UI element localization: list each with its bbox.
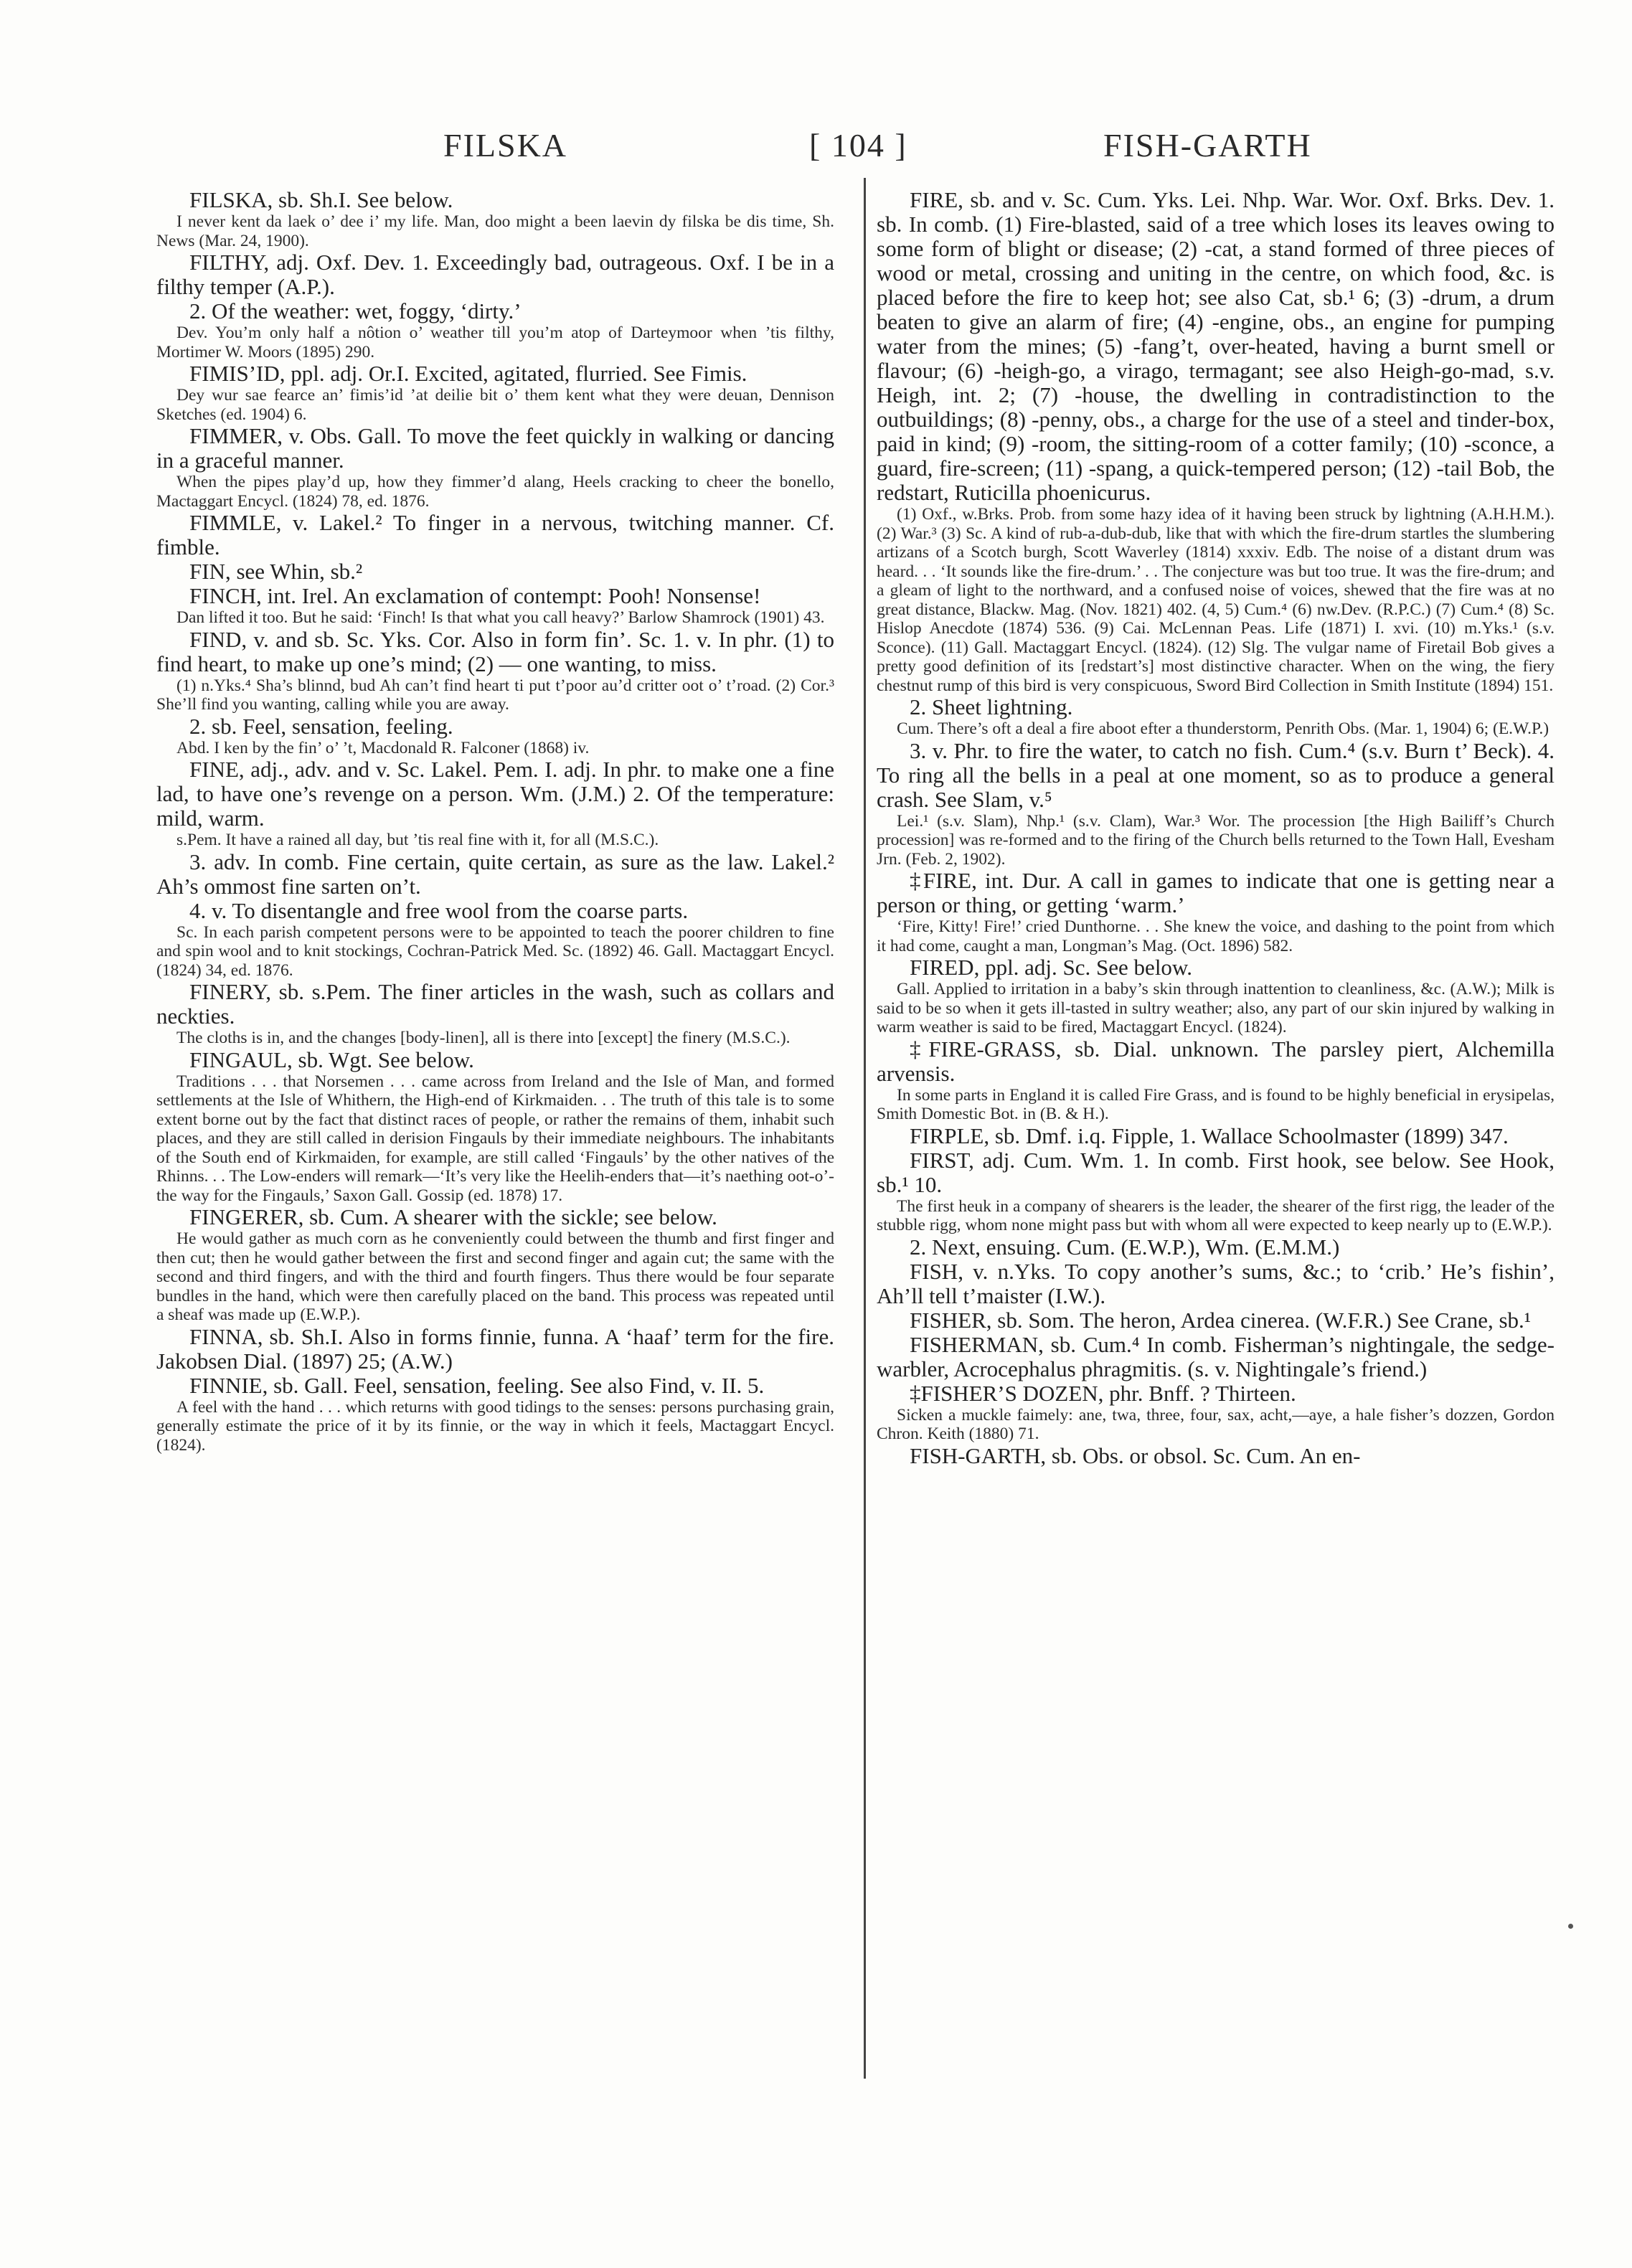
entry-fire-grass: ‡FIRE-GRASS, sb. Dial. unknown. The parsley piert, Alchemilla arvensis.: [877, 1036, 1555, 1086]
entry-firple: FIRPLE, sb. Dmf. i.q. Fipple, 1. Wallace Schoolmaster (1899) 347.: [910, 1123, 1509, 1148]
citation: ‘Fire, Kitty! Fire!’ cried Dunthorne. . . She knew the voice, and dashing to the point from which it had come, caught a man, Longman’s Mag. (Oct. 1896) 582.: [877, 917, 1555, 955]
entry-fimmer: FIMMER, v. Obs. Gall. To move the feet quickly in walking or dancing in a graceful manner.: [156, 423, 834, 473]
citation: Dev. You’m only half a nôtion o’ weather till you’m atop of Darteymoor when ’tis filthy, Mortimer W. Moors (1895) 290.: [156, 323, 834, 362]
sense: 2. Next, ensuing. Cum. (E.W.P.), Wm. (E.M.M.): [910, 1234, 1340, 1260]
citation: s.Pem. It have a rained all day, but ’tis real fine with it, for all (M.S.C.).: [176, 831, 659, 849]
entry-finnie: FINNIE, sb. Gall. Feel, sensation, feeling. See also Find, v. II. 5.: [189, 1372, 765, 1398]
citation: When the pipes play’d up, how they fimmer’d alang, Heels cracking to cheer the bonello, Mactaggart Encycl. (1824) 78, ed. 1876.: [156, 473, 834, 511]
entry-fin: FIN, see Whin, sb.²: [189, 559, 363, 584]
citation: I never kent da laek o’ dee i’ my life. Man, doo might a been laevin dy filska be dis time, Sh. News (Mar. 24, 1900).: [156, 212, 834, 250]
citation: Sicken a muckle faimely: ane, twa, three, four, sax, acht,—aye, a hale fisher’s dozzen, Gordon Chron. Keith (1880) 71.: [877, 1405, 1555, 1443]
entry-filska: FILSKA, sb. Sh.I. See below.: [189, 187, 453, 212]
citation: Dey wur sae fearce an’ fimis’id ’at deilie bit o’ them kent what they were deuan, Dennison Sketches (ed. 1904) 6.: [156, 386, 834, 424]
page-number: [ 104 ]: [809, 127, 907, 164]
citation: (1) n.Yks.⁴ Sha’s blinnd, bud Ah can’t find heart ti put t’poor au’d critter oot o’ t’road. (2) Cor.³ She’ll find you wanting, calling while you are away.: [156, 676, 834, 714]
citation: (1) Oxf., w.Brks. Prob. from some hazy idea of it having been struck by lightning (A.H.H.M.). (2) War.³ (3) Sc. A kind of rub-a-dub-dub, like that with which the fire-drum startles the slumbering artizans of a Scotch burgh, Scott Waverley (1814) xxxiv. Edb. The noise of a distant drum was heard. . . ‘It sounds like the fire-drum.’ . . The conjecture was but too true. It was the fire-drum; and a gleam of light to the northward, and a confused noise of voices, shewed that the fire was at no great distance, Blackw. Mag. (Nov. 1821) 402. (4, 5) Cum.⁴ (6) nw.Dev. (R.P.C.) (7) Cum.⁴ (8) Sc. Hislop Anecdote (1874) 536. (9) Cai. McLennan Peas. Life (1871) I. xvi. (10) m.Yks.¹ (s.v. Sconce). (11) Gall. Mactaggart Encycl. (1824). (12) Slg. The vulgar name of Firetail Bob gives a pretty good definition of its [redstart’s] most distinctive character. When on the wing, the fiery chestnut rump of this bird is very conspicuous, Sword Bird Collection in Smith Institute (1894) 151.: [877, 505, 1555, 695]
sense: 2. Sheet lightning.: [910, 694, 1073, 719]
sense: 4. v. To disentangle and free wool from the coarse parts.: [189, 897, 689, 923]
citation: In some parts in England it is called Fire Grass, and is found to be highly beneficial in erysipelas, Smith Domestic Bot. in (B. & H.).: [877, 1085, 1555, 1123]
citation: Abd. I ken by the fin’ o’ ’t, Macdonald R. Falconer (1868) iv.: [176, 738, 590, 757]
left-column: [156, 188, 834, 1455]
entry-first: FIRST, adj. Cum. Wm. 1. In comb. First hook, see below. See Hook, sb.¹ 10.: [877, 1147, 1555, 1197]
citation: Cum. There’s oft a deal a fire aboot efter a thunderstorm, Penrith Obs. (Mar. 1, 1904) 6; (E.W.P.): [897, 719, 1550, 738]
citation: The cloths is in, and the changes [body-linen], all is there into [except] the finery (M.S.C.).: [176, 1029, 791, 1047]
sense: 2. Of the weather: wet, foggy, ‘dirty.’: [189, 298, 522, 323]
entry-fired: FIRED, ppl. adj. Sc. See below.: [910, 955, 1193, 980]
entry-fimmle: FIMMLE, v. Lakel.² To finger in a nervous, twitching manner. Cf. fimble.: [156, 510, 834, 559]
entry-finna: FINNA, sb. Sh.I. Also in forms finnie, funna. A ‘haaf’ term for the fire. Jakobsen Dial. (1897) 25; (A.W.): [156, 1323, 834, 1374]
entry-fingaul: FINGAUL, sb. Wgt. See below.: [189, 1046, 474, 1072]
citation: Sc. In each parish competent persons were to be appointed to teach the poorer children to fine and spin wool and to knit stockings, Cochran-Patrick Med. Sc. (1892) 46. Gall. Mactaggart Encycl. (1824) 34, ed. 1876.: [156, 922, 834, 980]
speck: [1568, 1924, 1573, 1929]
running-head-right: FISH-GARTH: [1103, 127, 1312, 164]
column-divider: [864, 178, 866, 2079]
entry-fingerer: FINGERER, sb. Cum. A shearer with the sickle; see below.: [189, 1204, 717, 1229]
entry-find: FIND, v. and sb. Sc. Yks. Cor. Also in form fin’. Sc. 1. v. In phr. (1) to find heart, to make up one’s mind; (2) — one wanting, to miss.: [156, 626, 834, 676]
right-column: [877, 188, 1555, 1468]
entry-fire: FIRE, sb. and v. Sc. Cum. Yks. Lei. Nhp. War. Wor. Oxf. Brks. Dev. 1. sb. In comb. (1) Fire-blasted, said of a tree which loses its leaves owing to some form of blight or disease; (2) -cat, a stand formed of three pieces of wood or metal, crossing and uniting in the centre, on which food, &c. is placed before the fire to keep hot; see also Cat, sb.¹ 6; (3) -drum, a drum beaten to give an alarm of fire; (4) -engine, obs., an engine for pumping water from the mines; (5) -fang’t, over-heated, having a burnt smell or flavour; (6) -heigh-go, a virago, termagant; see also Heigh-go-mad, s.v. Heigh, int. 2; (7) -house, the dwelling in contradistinction to the outbuildings; (8) -penny, obs., a charge for the use of a steel and tinder-box, paid in kind; (9) -room, the sitting-room of a cotter family; (10) -sconce, a guard, fire-screen; (11) -spang, a quick-tempered person; (12) -tail Bob, the redstart, Ruticilla phoenicurus.: [877, 187, 1555, 505]
sense: 2. sb. Feel, sensation, feeling.: [189, 713, 453, 739]
entry-fine: FINE, adj., adv. and v. Sc. Lakel. Pem. I. adj. In phr. to make one a fine lad, to have one’s revenge on a person. Wm. (J.M.) 2. Of the temperature: mild, warm.: [156, 757, 834, 831]
sense: 3. adv. In comb. Fine certain, quite certain, as sure as the law. Lakel.² Ah’s ommost fine sarten on’t.: [156, 849, 834, 899]
entry-fishers-dozen: ‡FISHER’S DOZEN, phr. Bnff. ? Thirteen.: [910, 1380, 1296, 1406]
sense: 3. v. Phr. to fire the water, to catch no fish. Cum.⁴ (s.v. Burn t’ Beck). 4. To ring all the bells in a peal at one moment, so as to produce a general crash. See Slam, v.⁵: [877, 737, 1555, 812]
citation: The first heuk in a company of shearers is the leader, the shearer of the first rigg, the leader of the stubble rigg, whom none might pass but with whom all were expected to keep nearly up to (E.W.P.).: [877, 1196, 1555, 1234]
citation: Dan lifted it too. But he said: ‘Finch! Is that what you call heavy?’ Barlow Shamrock (1901) 43.: [176, 608, 825, 627]
entry-fisher: FISHER, sb. Som. The heron, Ardea cinerea. (W.F.R.) See Crane, sb.¹: [910, 1307, 1532, 1333]
citation: He would gather as much corn as he conveniently could between the thumb and first finger and then cut; then he would gather between the first and second finger and again cut; the same with the second and third fingers, and with the third and fourth fingers. Thus there would be four separate bundles in the hand, which were then carefully placed on the band. This process was repeated until a sheaf was made up (E.W.P.).: [156, 1229, 834, 1324]
running-head-left: FILSKA: [443, 127, 568, 164]
entry-fish: FISH, v. n.Yks. To copy another’s sums, &c.; to ‘crib.’ He’s fishin’, Ah’ll tell t’maister (I.W.).: [877, 1258, 1555, 1308]
citation: A feel with the hand . . . which returns with good tidings to the senses: persons purchasing grain, generally estimate the price of it by its finnie, or the way in which it feels, Mactaggart Encycl. (1824).: [156, 1397, 834, 1455]
entry-fire-int: ‡FIRE, int. Dur. A call in games to indicate that one is getting near a person or thing, or getting ‘warm.’: [877, 868, 1555, 917]
entry-finery: FINERY, sb. s.Pem. The finer articles in the wash, such as collars and neckties.: [156, 979, 834, 1029]
entry-fimisid: FIMIS’ID, ppl. adj. Or.I. Excited, agitated, flurried. See Fimis.: [189, 361, 747, 386]
citation: Gall. Applied to irritation in a baby’s skin through inattention to cleanliness, &c. (A.W.); Milk is said to be so when it gets ill-tasted in sultry weather; also, any part of our skin injured by walking in warm weather is said to be fired, Mactaggart Encycl. (1824).: [877, 980, 1555, 1036]
citation: Traditions . . . that Norsemen . . . came across from Ireland and the Isle of Man, and formed settlements at the Isle of Whithern, the High-end of Kirkmaiden. . . The truth of this tale is to some extent borne out by the fact that distinct races of people, or rather the remains of them, inhabit such places, and they are still called in derision Fingauls by their immediate neighbours. The inhabitants of the South end of Kirkmaiden, for example, are still called ‘Fingauls’ by the other natives of the Rhinns. . . The Low-enders will remark—‘It’s very like the Heelih-enders that—it’s naething oot-o’-the way for the Fingauls,’ Saxon Gall. Gossip (ed. 1878) 17.: [156, 1072, 834, 1205]
entry-fisherman: FISHERMAN, sb. Cum.⁴ In comb. Fisherman’s nightingale, the sedge-warbler, Acrocephalus phragmitis. (s. v. Nightingale’s friend.): [877, 1331, 1555, 1381]
entry-filthy: FILTHY, adj. Oxf. Dev. 1. Exceedingly bad, outrageous. Oxf. I be in a filthy temper (A.P.).: [156, 250, 834, 299]
entry-finch: FINCH, int. Irel. An exclamation of contempt: Pooh! Nonsense!: [189, 583, 761, 608]
citation: Lei.¹ (s.v. Slam), Nhp.¹ (s.v. Clam), War.³ Wor. The procession [the High Bailiff’s Church procession] was re-formed and to the firing of the Church bells returned to the Town Hall, Evesham Jrn. (Feb. 2, 1902).: [877, 811, 1555, 869]
entry-fish-garth: FISH-GARTH, sb. Obs. or obsol. Sc. Cum. An en-: [910, 1442, 1361, 1468]
